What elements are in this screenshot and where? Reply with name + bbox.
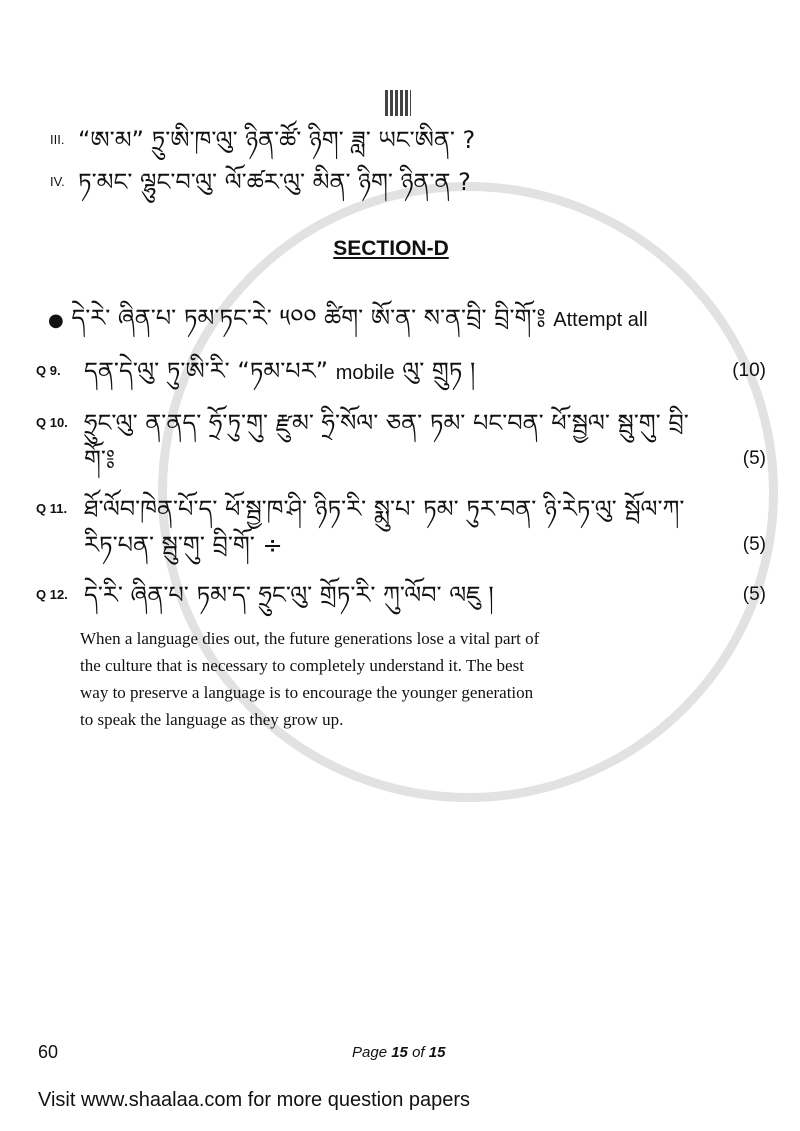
passage-line: way to preserve a language is to encourage the younger generation xyxy=(80,683,534,702)
page-total: 15 xyxy=(428,1044,446,1061)
passage-line: the culture that is necessary to completely understand it. The best xyxy=(80,656,524,675)
question-text-continued: ལུ་ གྲུཏ ། xyxy=(402,357,476,385)
of-label: of xyxy=(412,1044,425,1061)
question-11-continued-row xyxy=(36,527,766,563)
question-iii xyxy=(36,122,766,158)
page-label: Page xyxy=(352,1044,388,1061)
page-number xyxy=(352,1044,445,1061)
question-10 xyxy=(36,405,766,477)
question-text: ཐོ་ལོབ་ཁེན་པོ་ད་ ཕོ་སྦྱ་ཁ་ཤི་ ཉིཏ་རི་ སྨུ་པ་ ཏམ་ ཏུར་བན་ ཉི་རེཏ་ལུ་ སྦོལ་ཀ་ xyxy=(84,495,685,523)
question-iv xyxy=(36,164,766,200)
passage-line: to speak the language as they grow up. xyxy=(80,710,344,729)
page-current: 15 xyxy=(391,1044,408,1061)
section-title: SECTION-D xyxy=(333,237,449,260)
question-number: Q 10. xyxy=(36,415,68,430)
passage xyxy=(80,625,766,733)
paper-code: 60 xyxy=(38,1042,59,1062)
question-11 xyxy=(36,491,766,527)
question-12 xyxy=(36,577,766,613)
instruction-tibetan: དེ་རེ་ ཞིན་པ་ ཏམ་ཏང་རེ་ ༥༠༠ ཚིག་ ཨོ་ན་ ས་ན་བྲི་ བྲི་གོ་༔ xyxy=(71,304,546,332)
marks: (5) xyxy=(742,584,766,605)
question-text: ཧྲུང་ལུ་ ན་ནད་ ཧྲོ་ཏུ་གུ་ རྫུམ་ ཧྲི་སོལ་ ཅན་ ཏམ་ པང་བན་ ཕོ་སྦྱལ་ སྦུ་གུ་ བྲི་གོ་༔ xyxy=(84,409,689,473)
passage-line: When a language dies out, the future generations lose a vital part of xyxy=(80,629,540,648)
question-number: III. xyxy=(50,132,65,147)
page-content xyxy=(36,122,766,733)
question-number: Q 9. xyxy=(36,363,61,378)
question-9 xyxy=(36,353,766,391)
marks: (5) xyxy=(742,534,766,555)
qr-code-icon xyxy=(385,90,411,116)
question-number: Q 12. xyxy=(36,587,68,602)
bullet-icon: ● xyxy=(48,310,64,331)
question-text: དེ་རི་ ཞིན་པ་ ཏམ་ད་ ཧྲུང་ལུ་ གྲོཏ་རི་ ཀུ་ལོབ་ ལཇུ ། xyxy=(84,581,494,609)
question-text: དན་དེ་ལུ་ ཏུ་ཨི་རི་ “ཏམ་པར” xyxy=(84,357,329,385)
marks: (10) xyxy=(732,360,766,381)
question-11-continued: རིཏ་པན་ སྦུ་གུ་ བྲི་གོ་ ÷ xyxy=(84,531,283,559)
question-text: ཏ་མང་ ལྷུང་བ་ལུ་ ལོ་ཚར་ལུ་ མིན་ ཉིག་ ཉིན་ན ? xyxy=(78,168,471,196)
question-number: IV. xyxy=(50,174,65,189)
instruction-english: Attempt all xyxy=(553,309,648,331)
question-text: “ཨ་མ” ཏྲུ་ཨི་ཁ་ལུ་ ཉིན་ཚོ་ ཉིག་ ཟླ་ ཡང་ཨིན་ ? xyxy=(78,126,476,154)
website-banner[interactable]: Visit www.shaalaa.com for more question papers xyxy=(38,1089,471,1111)
marks: (5) xyxy=(742,448,766,469)
question-number: Q 11. xyxy=(36,501,68,516)
instruction xyxy=(36,300,766,339)
question-english-word: mobile xyxy=(335,362,395,384)
